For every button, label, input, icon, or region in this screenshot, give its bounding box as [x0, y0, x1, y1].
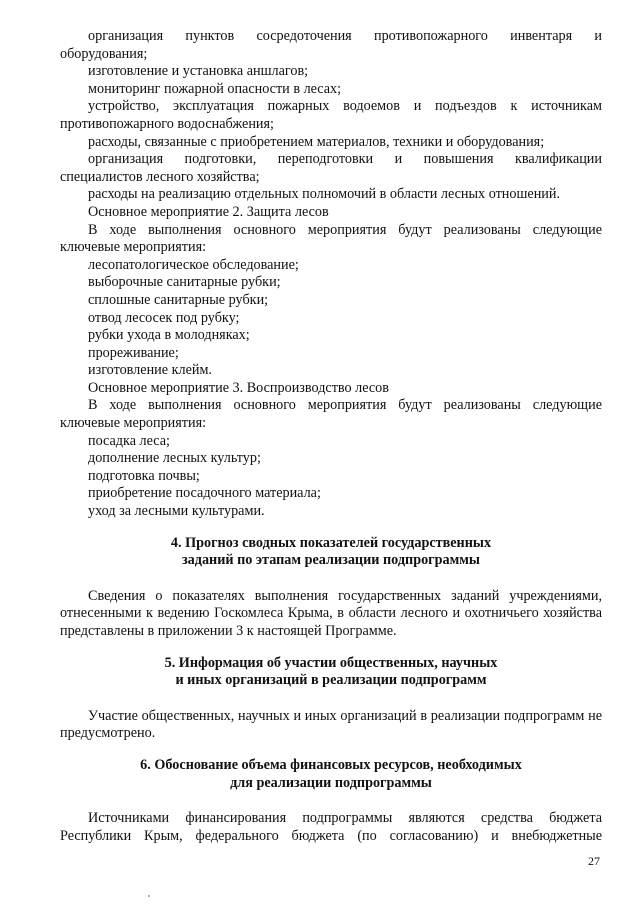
section-5-heading-line2: и иных организаций в реализации подпрограмм: [175, 672, 487, 689]
section-5: [60, 655, 602, 743]
text-line: противопожарного водоснабжения;: [60, 115, 274, 132]
text-line: дополнение лесных культур;: [88, 450, 261, 467]
text-line: Основное мероприятие 3. Воспроизводство лесов: [88, 379, 389, 396]
text-line: выборочные санитарные рубки;: [88, 274, 281, 291]
text-line: устройство, эксплуатация пожарных водоемов и подъездов к источникам: [88, 98, 602, 115]
section-6-heading-line1: 6. Обоснование объема финансовых ресурсов, необходимых: [140, 756, 522, 773]
text-line: В ходе выполнения основного мероприятия будут реализованы следующие: [88, 221, 602, 238]
text-line: уход за лесными культурами.: [88, 503, 265, 520]
text-line: рубки ухода в молодняках;: [88, 327, 250, 344]
text-line: изготовление клейм.: [88, 362, 212, 379]
text-line: посадка леса;: [88, 432, 170, 449]
section-6-paragraph: Источниками финансирования подпрограммы являются средства бюджета Республики Крым, федерального бюджета (по согласованию) и внебюджетные: [60, 810, 602, 844]
page-number: 27: [588, 854, 600, 868]
section-4-paragraph: Сведения о показателях выполнения государственных заданий учреждениями, отнесенными к ведению Госкомлеса Крыма, в области лесного и охотничьего хозяйства представлены в приложении 3 к настоящей Программе.: [60, 587, 602, 639]
section-4: [60, 535, 602, 641]
text-line: оборудования;: [60, 45, 148, 62]
text-line: Основное мероприятие 2. Защита лесов: [88, 203, 329, 220]
text-line: организация подготовки, переподготовки и повышения квалификации: [88, 151, 602, 168]
section-5-paragraph: Участие общественных, научных и иных организаций в реализации подпрограмм не предусмотрено.: [60, 707, 602, 742]
text-line: мониторинг пожарной опасности в лесах;: [88, 80, 342, 97]
text-line: В ходе выполнения основного мероприятия будут реализованы следующие: [88, 397, 602, 414]
text-line: организация пунктов сосредоточения противопожарного инвентаря и: [88, 28, 602, 44]
section-5-heading-line1: 5. Информация об участии общественных, научных: [164, 654, 498, 671]
scan-speck: [148, 895, 150, 897]
text-line: расходы, связанные с приобретением материалов, техники и оборудования;: [88, 133, 545, 150]
text-line: сплошные санитарные рубки;: [88, 291, 269, 308]
section-4-heading-line2: заданий по этапам реализации подпрограммы: [181, 552, 481, 569]
text-line: отвод лесосек под рубку;: [88, 309, 240, 326]
text-line: специалистов лесного хозяйства;: [60, 168, 260, 185]
text-line: лесопатологическое обследование;: [88, 256, 299, 273]
text-line: приобретение посадочного материала;: [88, 485, 321, 502]
text-line: прореживание;: [88, 344, 179, 361]
section-4-heading-line1: 4. Прогноз сводных показателей государственных: [170, 534, 492, 551]
text-line: ключевые мероприятия:: [60, 415, 207, 432]
text-line: изготовление и установка аншлагов;: [88, 63, 309, 80]
text-line: расходы на реализацию отдельных полномочий в области лесных отношений.: [88, 186, 561, 203]
section-6-heading-line2: для реализации подпрограммы: [230, 774, 432, 791]
text-line: подготовка почвы;: [88, 467, 200, 484]
text-line: ключевые мероприятия:: [60, 239, 207, 256]
activity-list: [60, 28, 602, 521]
section-6: [60, 757, 602, 845]
